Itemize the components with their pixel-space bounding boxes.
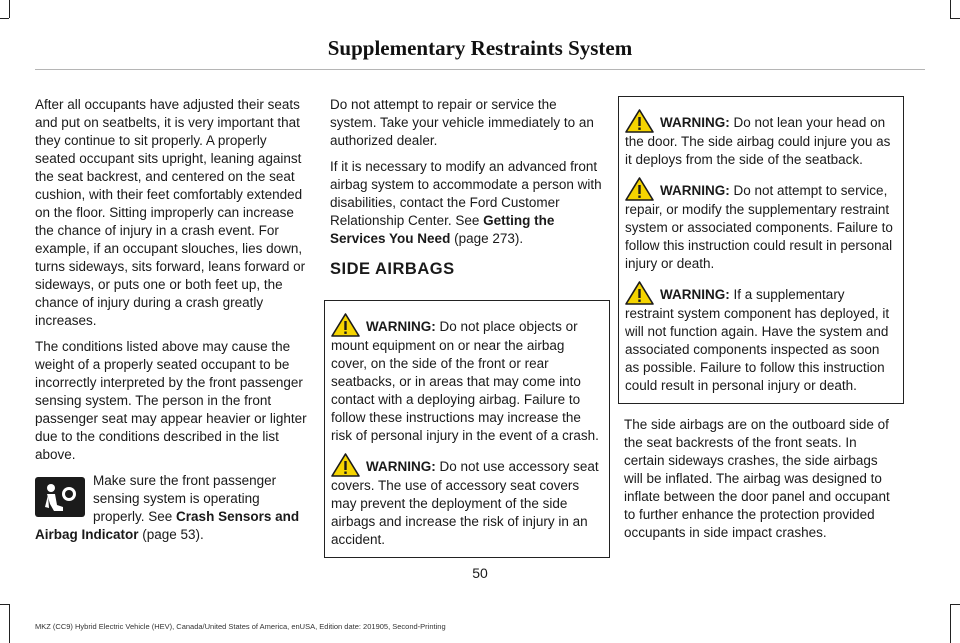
warning [331, 313, 603, 445]
paragraph-text: If it is necessary to modify an advanced front airbag system to accommodate a person with disabilities, contact the Ford Customer Relationship Center. See [330, 159, 602, 228]
cross-reference-link[interactable]: Getting the Services You Need [330, 213, 555, 246]
passenger-airbag-icon [35, 477, 85, 517]
paragraph [330, 158, 602, 248]
column-right [624, 96, 896, 550]
warning-text: Do not use accessory seat covers. The use of accessory seat covers may prevent the deployment of the side airbags and increase the risk of injury in an accident. [331, 459, 599, 547]
crop-mark [9, 604, 10, 643]
warning-label: WARNING: [366, 319, 436, 334]
cross-reference-link[interactable]: Crash Sensors and Airbag Indicator [35, 509, 300, 542]
paragraph: Do not attempt to repair or service the system. Take your vehicle immediately to an authorized dealer. [330, 97, 594, 148]
warning [625, 177, 897, 273]
page-title: Supplementary Restraints System [327, 36, 633, 60]
warning-label: WARNING: [660, 287, 730, 302]
crop-mark [950, 0, 951, 18]
warning-triangle-icon [331, 453, 360, 477]
crop-mark [0, 18, 9, 19]
crop-mark [9, 0, 10, 18]
tip-block [35, 472, 307, 544]
warning [331, 453, 603, 549]
paragraph: The conditions listed above may cause the weight of a properly seated occupant to be incorrectly interpreted by the front passenger sensing system. The person in the front passenger seat may appear heavier or lighter due to the conditions described in the list above. [35, 339, 307, 462]
warning-label: WARNING: [660, 183, 730, 198]
column-middle [330, 96, 602, 558]
column-left [35, 96, 307, 544]
warning-box [618, 96, 904, 404]
crop-mark [950, 604, 960, 605]
warning-triangle-icon [625, 109, 654, 133]
crop-mark [950, 604, 951, 643]
warning-label: WARNING: [366, 459, 436, 474]
crop-mark [0, 604, 9, 605]
paragraph: After all occupants have adjusted their seats and put on seatbelts, it is very important that they continue to sit properly. A properly seated occupant sits upright, leaning against the seat backrest, and centered on the seat cushion, with their feet comfortably extended on the floor. Sitting improperly can increase the chance of injury in a crash event. For example, if an occupant slouches, lies down, turns sideways, sits forward, leans forward or sideways, or puts one or both feet up, the chance of injury during a crash greatly increases. [35, 97, 306, 328]
edition-footer: MKZ (CC9) Hybrid Electric Vehicle (HEV), Canada/United States of America, enUSA, Edition date: 201905, Second-Printing [35, 622, 446, 631]
crop-mark [950, 18, 960, 19]
header-rule [35, 69, 925, 70]
tip-text: Make sure the front passenger sensing system is operating properly. See [93, 473, 277, 524]
warning-text: If a supplementary restraint system component has deployed, it will not function again. Have the system and associated components inspected as soon as possible. Failure to follow this instruction could result in personal injury or death. [625, 287, 890, 393]
paragraph: The side airbags are on the outboard side of the seat backrests of the front seats. In certain sideways crashes, the side airbags will be inflated. The airbag was designed to inflate between the door panel and occupant to further enhance the protection provided occupants in side impact crashes. [624, 417, 890, 540]
page-number: 50 [472, 565, 488, 581]
warning-text: Do not attempt to service, repair, or modify the supplementary restraint system or associated components. Failure to follow this instruction could result in personal injury or death. [625, 183, 893, 271]
page-reference: (page 53). [138, 527, 204, 542]
warning [625, 281, 897, 395]
warning-text: Do not lean your head on the door. The side airbag could injure you as it deploys from the side of the seatback. [625, 115, 891, 167]
warning [625, 109, 897, 169]
warning-text: Do not place objects or mount equipment on or near the airbag cover, on the side of the front or rear seatbacks, or in areas that may come into contact with a deploying airbag. Failure to follow these instructions may increase the risk of personal injury in the event of a crash. [331, 319, 599, 443]
warning-triangle-icon [331, 313, 360, 337]
warning-triangle-icon [625, 281, 654, 305]
warning-box [324, 300, 610, 558]
warning-triangle-icon [625, 177, 654, 201]
section-heading: SIDE AIRBAGS [330, 260, 455, 278]
warning-label: WARNING: [660, 115, 730, 130]
page-reference: (page 273). [450, 231, 524, 246]
